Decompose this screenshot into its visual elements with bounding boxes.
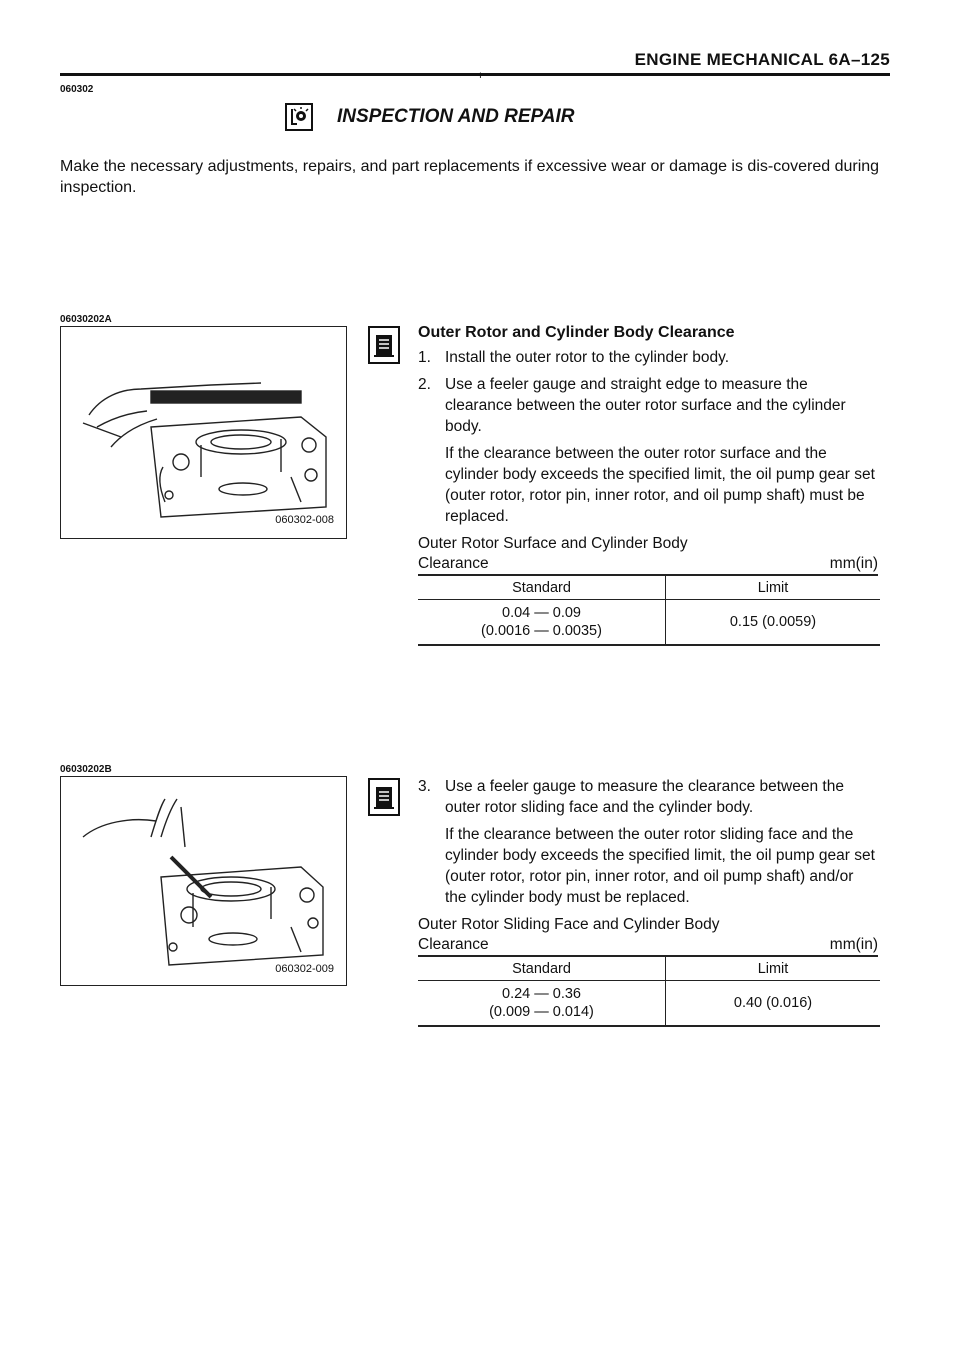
spec-1-table — [418, 576, 880, 646]
step-3-note — [418, 824, 878, 908]
spec-2-unit: mm(in) — [829, 936, 878, 953]
spec-2-col-limit: Limit — [666, 957, 881, 981]
spec-2-standard-mm: 0.24 — 0.36 — [502, 986, 581, 1002]
spec-1-standard-cell — [418, 600, 666, 646]
oil-pump-drawing-2 — [61, 777, 348, 987]
spec-1-title-line2 — [418, 554, 878, 576]
step-2-note-text: If the clearance between the outer rotor surface and the cylinder body exceeds the specified limit, the oil pump gear set (outer rotor, rotor pin, inner rotor, and oil pump shaft) must be replaced. — [445, 445, 875, 525]
step-2 — [418, 374, 878, 437]
step-1 — [418, 347, 878, 368]
spec-2-title-line2 — [418, 935, 878, 957]
section-title: INSPECTION AND REPAIR — [337, 106, 575, 127]
stray-mark: ı — [479, 70, 482, 81]
spec-2-title-line1: Outer Rotor Sliding Face and Cylinder Body — [418, 916, 720, 933]
spec-1-value-row — [418, 600, 880, 646]
page-code: 060302 — [60, 84, 94, 95]
spec-1-title-clearance: Clearance — [418, 555, 489, 572]
spec-2-header-row — [418, 957, 880, 981]
spec-1-col-limit: Limit — [666, 576, 881, 600]
oil-pump-drawing-1 — [61, 327, 348, 540]
intro-paragraph: Make the necessary adjustments, repairs, and part replacements if excessive wear or damage is dis-covered during inspection. — [60, 158, 880, 196]
header-rule — [60, 73, 890, 76]
figure-outer-rotor-straight-edge — [60, 326, 347, 539]
spec-2-col-standard: Standard — [418, 957, 666, 981]
step-3-note-text: If the clearance between the outer rotor sliding face and the cylinder body exceeds the specified limit, the oil pump gear set (outer rotor, rotor pin, inner rotor, and oil pump shaft) and/or the cylinder body must be replaced. — [445, 826, 875, 906]
figure-outer-rotor-sliding-face — [60, 776, 347, 986]
figure-caption-2: 060302-009 — [275, 963, 334, 975]
block-1-title: Outer Rotor and Cylinder Body Clearance — [418, 324, 735, 341]
figure-code-1: 06030202A — [60, 314, 112, 325]
spec-2-title-clearance: Clearance — [418, 936, 489, 953]
spec-2-limit: 0.40 (0.016) — [733, 995, 813, 1011]
spec-1-header-row — [418, 576, 880, 600]
figure-caption-1: 060302-008 — [275, 514, 334, 526]
spec-2-standard-cell — [418, 981, 666, 1027]
step-3-text: Use a feeler gauge to measure the clearance between the outer rotor sliding face and the cylinder body. — [445, 778, 844, 816]
figure-code-2: 06030202B — [60, 764, 112, 775]
spec-1-standard-mm: 0.04 — 0.09 — [502, 605, 581, 621]
step-1-number: 1. — [418, 349, 431, 366]
step-2-text: Use a feeler gauge and straight edge to measure the clearance between the outer rotor surface and the cylinder body. — [445, 376, 846, 435]
spec-1-standard-in: (0.0016 — 0.0035) — [481, 623, 602, 639]
block-1 — [418, 322, 878, 646]
measurement-book-icon — [368, 326, 400, 364]
spec-1-unit: mm(in) — [829, 555, 878, 572]
step-2-note — [418, 443, 878, 527]
spec-2-table — [418, 957, 880, 1027]
spec-1-title-line1: Outer Rotor Surface and Cylinder Body — [418, 535, 688, 552]
step-1-text: Install the outer rotor to the cylinder body. — [445, 349, 730, 366]
page-header-title: ENGINE MECHANICAL 6A–125 — [634, 50, 890, 69]
spec-1-col-standard: Standard — [418, 576, 666, 600]
spec-1-limit: 0.15 (0.0059) — [729, 614, 817, 630]
step-2-number: 2. — [418, 376, 431, 393]
spec-2-value-row — [418, 981, 880, 1027]
measurement-book-icon — [368, 778, 400, 816]
inspection-icon — [285, 103, 313, 131]
step-3-number: 3. — [418, 778, 431, 795]
spec-2-standard-in: (0.009 — 0.014) — [489, 1004, 594, 1020]
step-3 — [418, 776, 878, 818]
block-2 — [418, 776, 878, 1027]
